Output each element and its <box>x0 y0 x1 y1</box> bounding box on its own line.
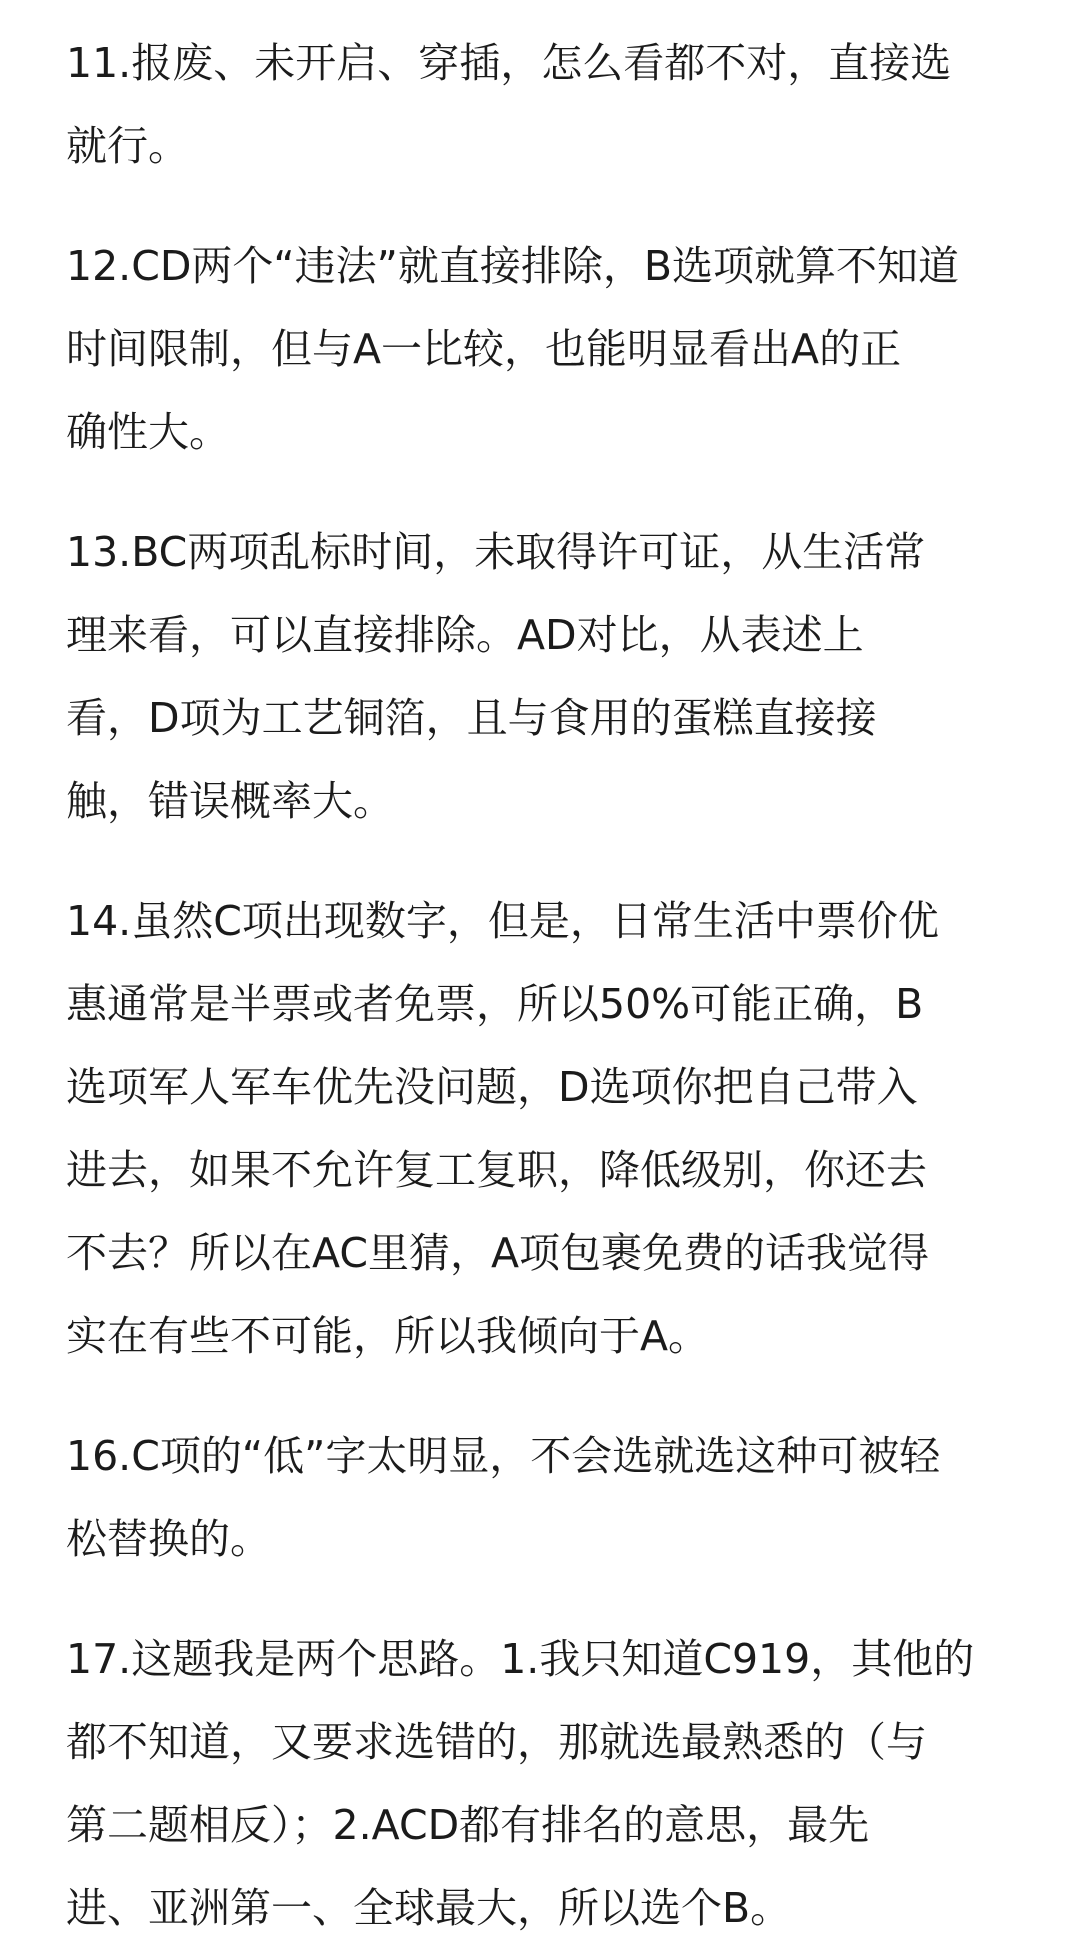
text-line: 确性大。 <box>66 408 230 456</box>
paragraph-14 <box>66 880 1026 1378</box>
paragraph-13 <box>66 511 1026 843</box>
text-line: 不去？所以在AC里猜，A项包裹免费的话我觉得 <box>66 1229 929 1277</box>
paragraph-spacer <box>66 1378 1026 1415</box>
paragraph-spacer <box>66 474 1026 511</box>
text-line: 第二题相反）；2.ACD都有排名的意思，最先 <box>66 1801 870 1849</box>
text-line: 17.这题我是两个思路。1.我只知道C919，其他的 <box>66 1635 975 1683</box>
paragraph-spacer <box>66 188 1026 225</box>
text-line: 16.C项的“低”字太明显，不会选就选这种可被轻 <box>66 1432 941 1480</box>
paragraph-11 <box>66 22 1026 188</box>
text-line: 松替换的。 <box>66 1515 271 1563</box>
text-line: 12.CD两个“违法”就直接排除，B选项就算不知道 <box>66 242 960 290</box>
text-line: 进、亚洲第一、全球最大，所以选个B。 <box>66 1884 792 1932</box>
article-body <box>66 22 1026 1950</box>
text-line: 触，错误概率大。 <box>66 777 394 825</box>
text-line: 进去，如果不允许复工复职，降低级别，你还去 <box>66 1146 927 1194</box>
paragraph-12 <box>66 225 1026 474</box>
text-line: 时间限制，但与A一比较，也能明显看出A的正 <box>66 325 902 373</box>
text-line: 理来看，可以直接排除。AD对比，从表述上 <box>66 611 864 659</box>
paragraph-16 <box>66 1415 1026 1581</box>
text-line: 实在有些不可能，所以我倾向于A。 <box>66 1312 710 1360</box>
text-line: 13.BC两项乱标时间，未取得许可证，从生活常 <box>66 528 926 576</box>
text-line: 惠通常是半票或者免票，所以50%可能正确，B <box>66 980 924 1028</box>
text-line: 都不知道，又要求选错的，那就选最熟悉的（与 <box>66 1718 927 1766</box>
paragraph-17 <box>66 1618 1026 1950</box>
text-line: 就行。 <box>66 122 189 170</box>
paragraph-spacer <box>66 1581 1026 1618</box>
text-line: 14.虽然C项出现数字，但是，日常生活中票价优 <box>66 897 939 945</box>
text-line: 选项军人军车优先没问题，D选项你把自己带入 <box>66 1063 918 1111</box>
text-line: 看，D项为工艺铜箔，且与食用的蛋糕直接接 <box>66 694 877 742</box>
paragraph-spacer <box>66 843 1026 880</box>
text-line: 11.报废、未开启、穿插，怎么看都不对，直接选 <box>66 39 952 87</box>
